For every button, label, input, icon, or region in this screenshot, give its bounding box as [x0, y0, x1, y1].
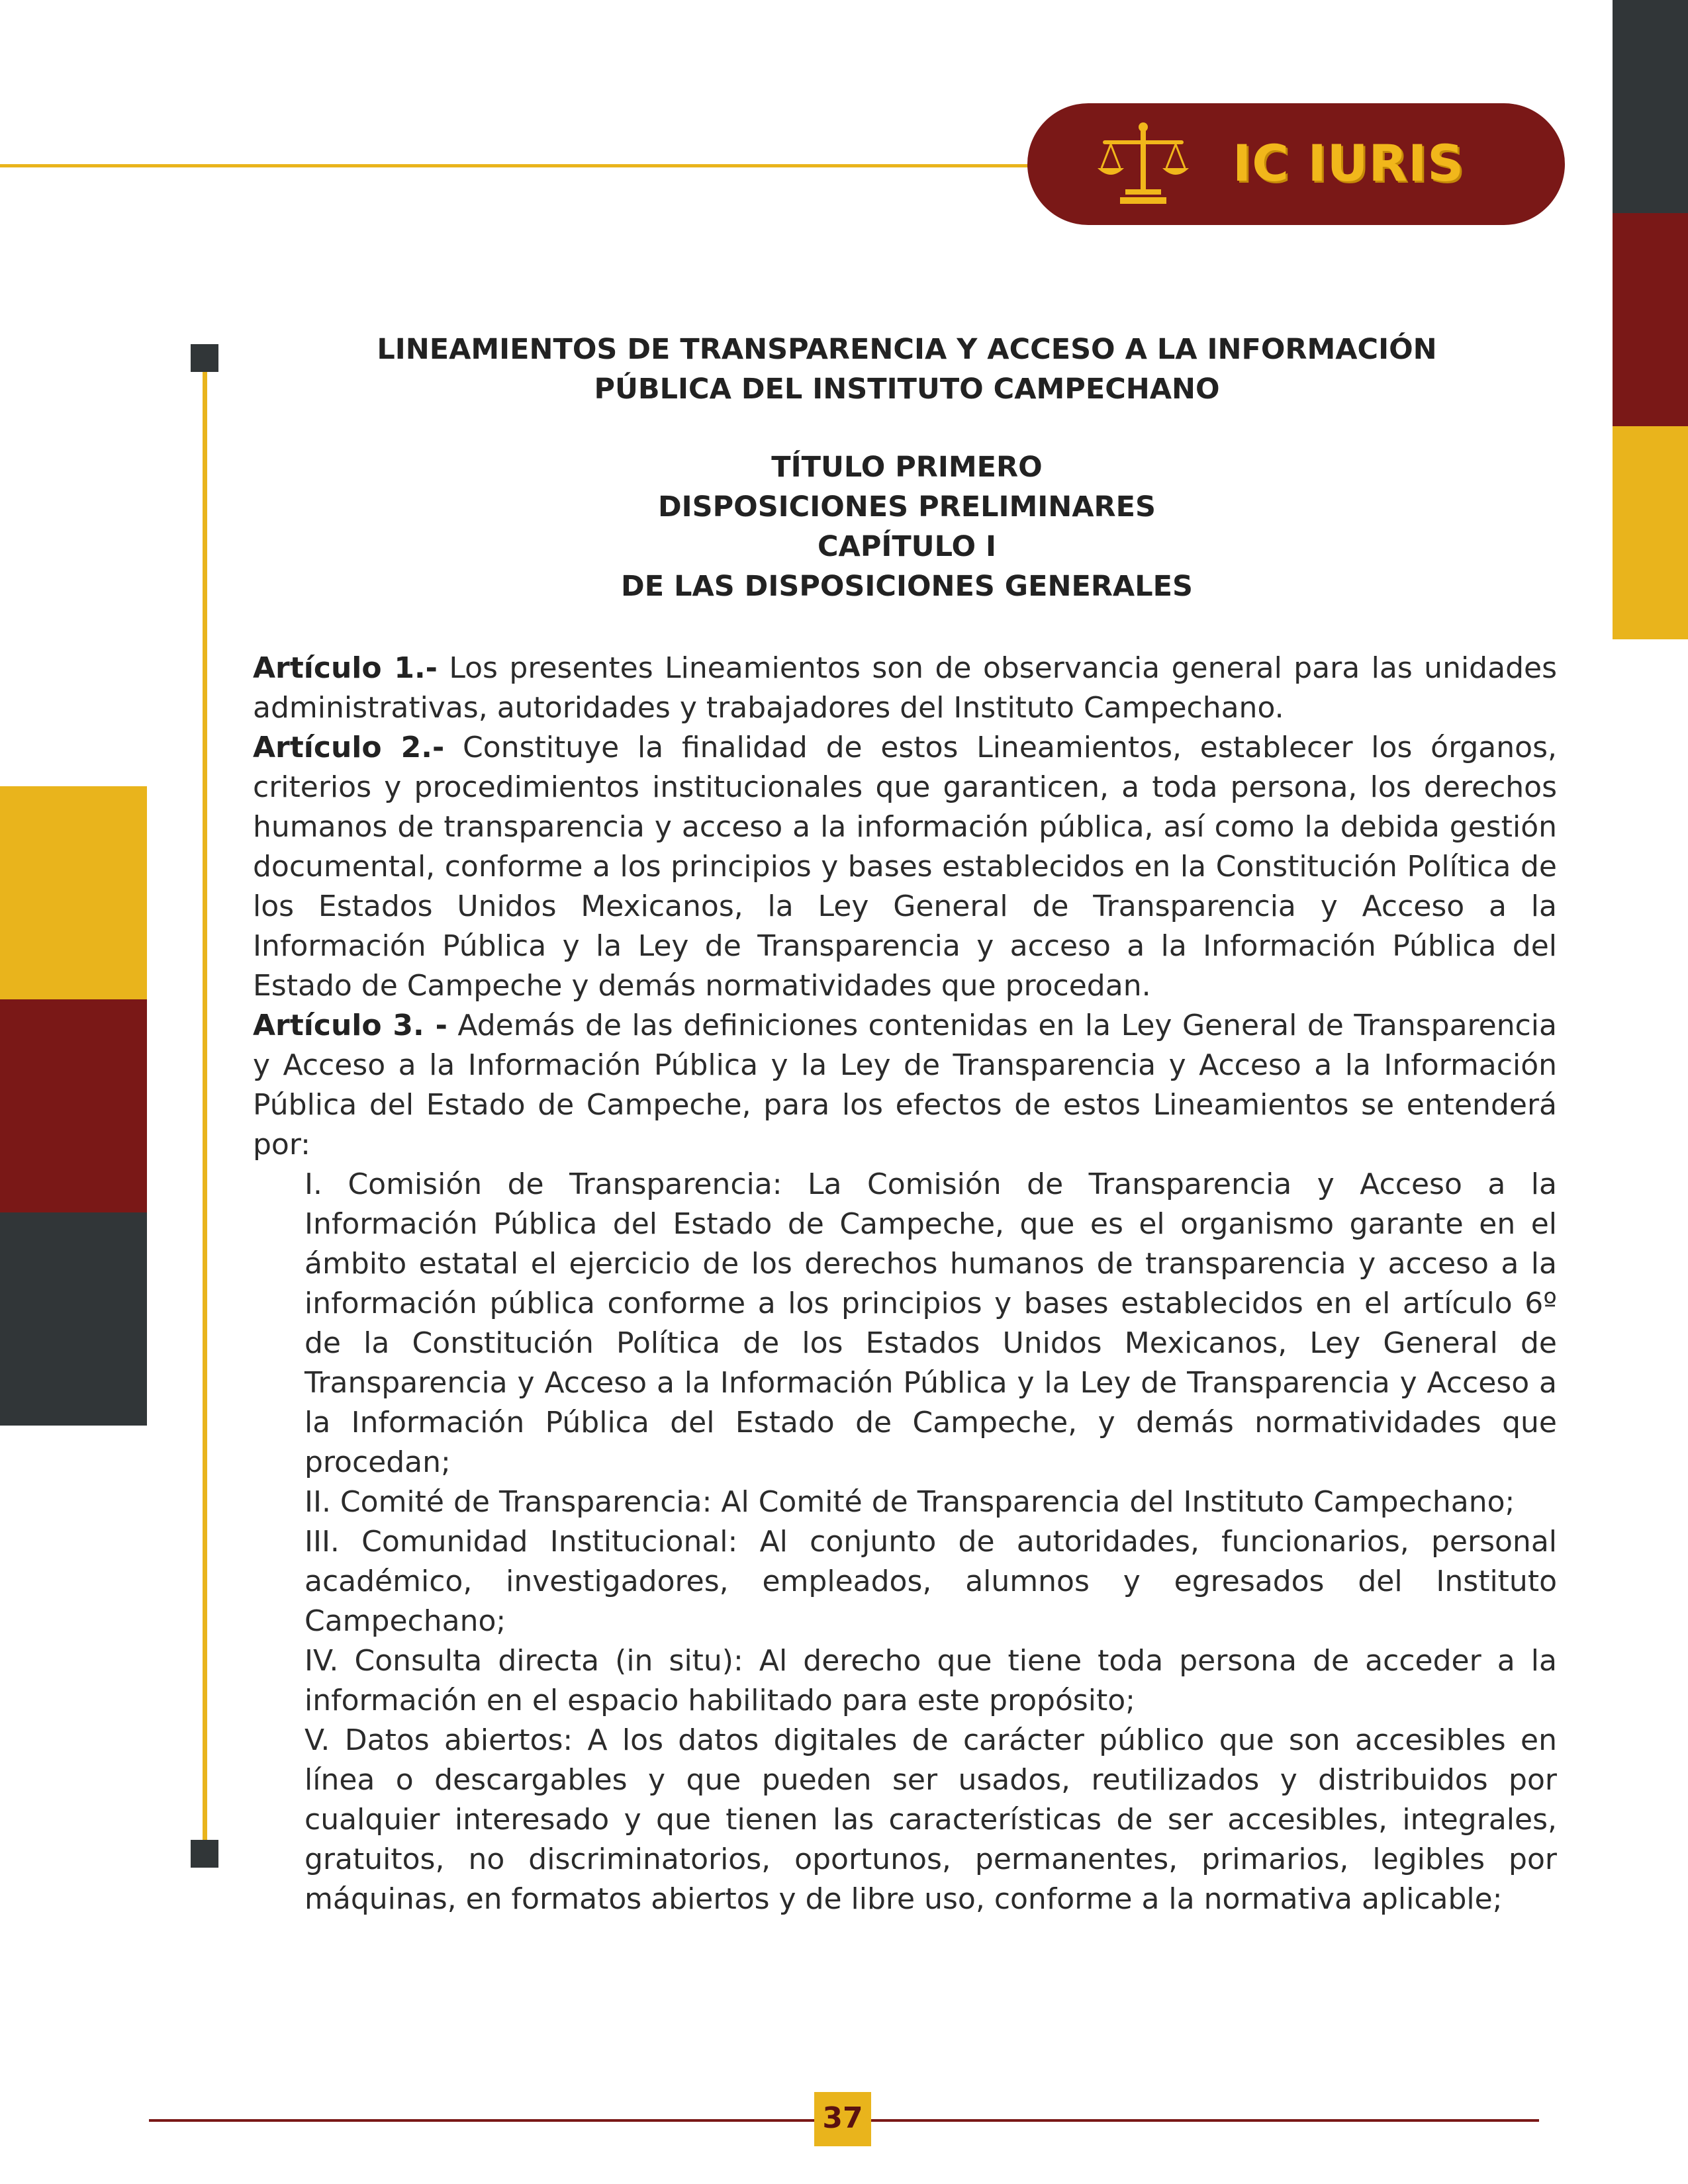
decorative-bar-dark — [1613, 0, 1688, 213]
decorative-bar-gold-left — [0, 786, 147, 999]
decorative-bar-dark-left — [0, 1212, 147, 1426]
article-text: Además de las definiciones contenidas en la Ley General de Transparencia y Acceso a la Información Pública y la Ley de Transparencia y Acceso a la Información Pública del Estado de Campeche, para los efectos de estos Lineamientos se entenderá por: — [253, 1009, 1557, 1161]
definition-item: IV. Consulta directa (in situ): Al derecho que tiene toda persona de acceder a la información en el espacio habilitado para este propósito; — [305, 1644, 1557, 1717]
document-title-line: PÚBLICA DEL INSTITUTO CAMPECHANO — [594, 373, 1220, 406]
article-text: Los presentes Lineamientos son de observancia general para las unidades administrativas, autoridades y trabajadores del Instituto Campechano. — [253, 651, 1558, 725]
decorative-bar-gold — [1613, 426, 1688, 639]
article-paragraph — [253, 1006, 1557, 1165]
header-rule — [0, 164, 1033, 167]
timeline-rule — [203, 361, 207, 1843]
article-label: Artículo 3. - — [253, 1009, 447, 1042]
scales-of-justice-icon — [1094, 120, 1193, 208]
definition-item: III. Comunidad Institucional: Al conjunto de autoridades, funcionarios, personal académico, investigadores, empleados, alumnos y egresados del Instituto Campechano; — [305, 1525, 1557, 1638]
capitulo-heading: CAPÍTULO I — [818, 530, 996, 563]
decorative-bar-maroon-left — [0, 999, 147, 1212]
article-paragraph — [253, 649, 1557, 728]
document-title-line: LINEAMIENTOS DE TRANSPARENCIA Y ACCESO A LA INFORMACIÓN — [377, 333, 1437, 366]
definition-item: I. Comisión de Transparencia: La Comisión de Transparencia y Acceso a la Información Pública del Estado de Campeche, que es el organismo garante en el ámbito estatal el ejercicio de los derechos humanos de transparencia y acceso a la información pública conforme a los principios y bases establecidos en el artículo 6º de la Constitución Política de los Estados Unidos Mexicanos, Ley General de Transparencia y Acceso a la Información Pública y la Ley de Transparencia y Acceso a la Información Pública del Estado de Campeche, y demás normatividades que procedan; — [305, 1167, 1557, 1479]
definition-item: V. Datos abiertos: A los datos digitales de carácter público que son accesibles en línea o descargables y que pueden ser usados, reutilizados y distribuidos por cualquier interesado y que tienen las características de ser accesibles, integrales, gratuitos, no discriminatorios, oportunos, permanentes, primarios, legibles por máquinas, en formatos abiertos y de libre uso, conforme a la normativa aplicable; — [305, 1723, 1557, 1916]
article-text: Constituye la finalidad de estos Lineamientos, establecer los órganos, criterios y procedimientos institucionales que garanticen, a toda persona, los derechos humanos de transparencia y acceso a la información pública, así como la debida gestión documental, conforme a los principios y bases establecidos en la Constitución Política de los Estados Unidos Mexicanos, la Ley General de Transparencia y Acceso a la Información Pública y la Ley de Transparencia y acceso a la Información Pública del Estado de Campeche y demás normatividades que procedan. — [253, 731, 1557, 1003]
titulo-name: DISPOSICIONES PRELIMINARES — [657, 490, 1156, 523]
document-body — [253, 649, 1557, 1919]
capitulo-name: DE LAS DISPOSICIONES GENERALES — [621, 570, 1193, 603]
brand-logo-badge — [1027, 103, 1565, 225]
article-paragraph — [253, 728, 1557, 1006]
article-label: Artículo 2.- — [253, 731, 445, 764]
decorative-bar-maroon — [1613, 213, 1688, 426]
article-label: Artículo 1.- — [253, 651, 438, 685]
timeline-marker-top — [191, 344, 218, 372]
page-number: 37 — [822, 2101, 863, 2135]
section-heading — [252, 447, 1562, 606]
document-title — [252, 330, 1562, 409]
brand-name: IC IURIS — [1233, 134, 1465, 193]
timeline-marker-bottom — [191, 1840, 218, 1868]
page-number-badge — [814, 2092, 871, 2146]
titulo-heading: TÍTULO PRIMERO — [771, 451, 1043, 484]
definition-item: II. Comité de Transparencia: Al Comité de Transparencia del Instituto Campechano; — [305, 1485, 1515, 1519]
